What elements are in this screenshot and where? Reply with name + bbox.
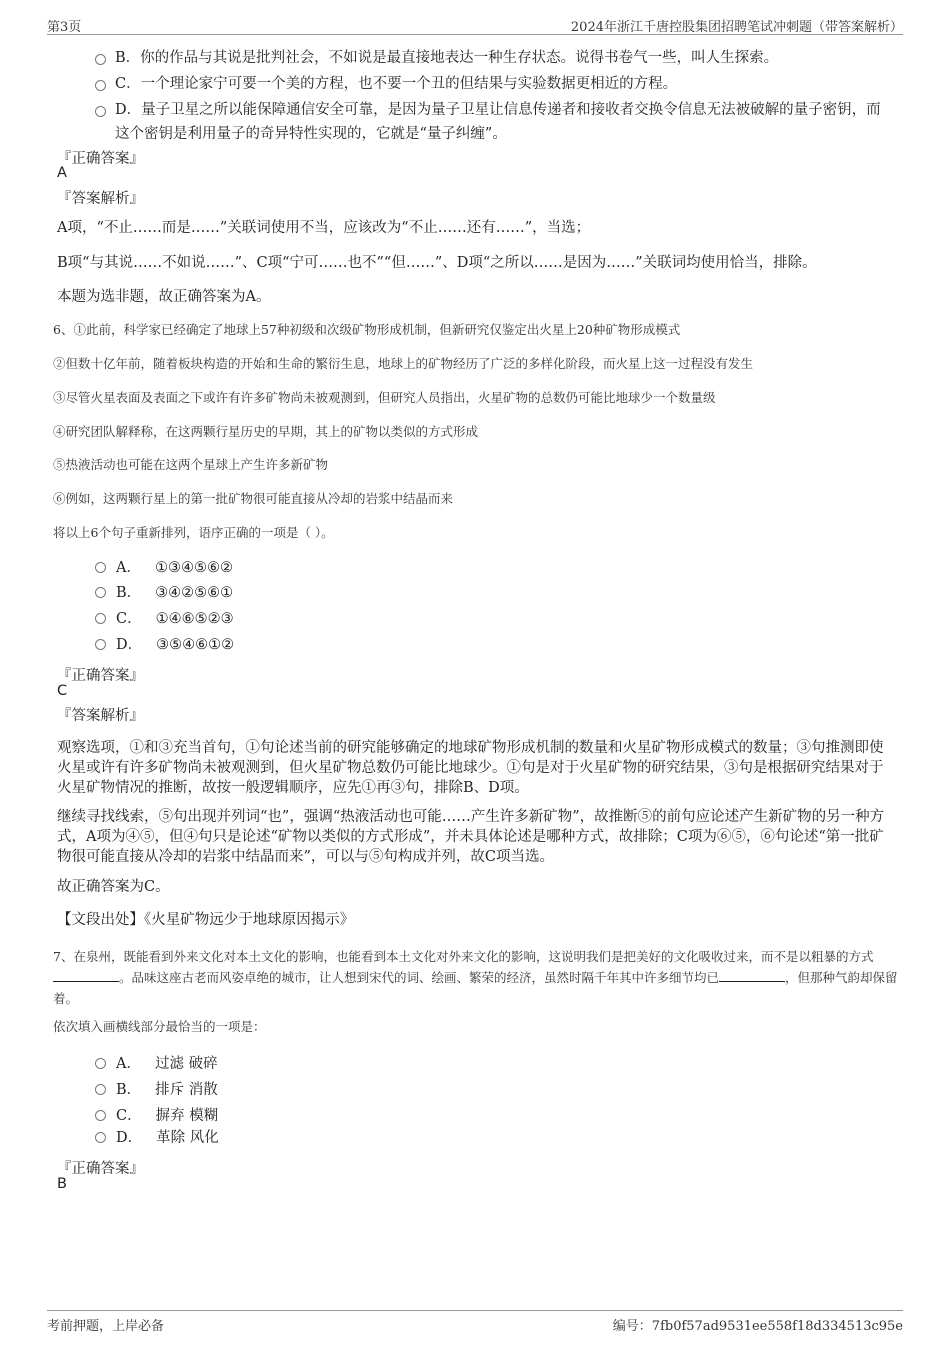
option-key: D． <box>116 637 143 653</box>
radio-icon[interactable] <box>95 587 106 598</box>
radio-icon[interactable] <box>95 613 106 624</box>
q7-option-a[interactable] <box>95 1052 218 1076</box>
option-key: A． <box>116 560 141 576</box>
q6-stem-3: ③尽管火星表面及表面之下或许有许多矿物尚未被观测到，但研究人员指出，火星矿物的总数仍可能比地球少一个数量级 <box>53 390 716 405</box>
q6-analysis-label: 『答案解析』 <box>57 708 144 724</box>
q5-answer: A <box>57 165 67 181</box>
document-id: 编号：7fb0f57ad9531ee558f18d334513c95e <box>612 1319 903 1334</box>
q5-option-b[interactable] <box>95 46 885 70</box>
q6-analysis-1: 观察选项，①和③充当首句，①句论述当前的研究能够确定的地球矿物形成机制的数量和火星矿物形成模式的数量；③句推测即使火星或许有许多矿物尚未被观测到，但火星矿物总数仍可能比地球少。①句是对于火星矿物的研究结果，③句是根据研究结果对于火星矿物情况的推断，故按一般逻辑顺序，应先①再③句，排除B、D项。 <box>57 740 884 796</box>
q7-stem-part3: ，但那种气韵却保留着。 <box>53 970 898 1006</box>
option-text: ①③④⑤⑥② <box>154 560 233 576</box>
q6-analysis-3: 故正确答案为C。 <box>57 879 170 895</box>
q6-option-b[interactable] <box>95 581 233 605</box>
q7-option-c[interactable] <box>95 1104 218 1128</box>
q7-stem <box>53 946 898 1009</box>
radio-icon[interactable] <box>95 639 106 650</box>
q6-answer: C <box>57 683 68 699</box>
radio-icon[interactable] <box>95 80 106 91</box>
radio-icon[interactable] <box>95 1058 106 1069</box>
document-title: 2024年浙江千唐控股集团招聘笔试冲刺题（带答案解析） <box>570 20 903 35</box>
q6-answer-label: 『正确答案』 <box>57 668 144 684</box>
option-key: B． <box>116 1082 142 1098</box>
option-text: ③⑤④⑥①② <box>156 637 235 653</box>
q6-stem-4: ④研究团队解释称，在这两颗行星历史的早期，其上的矿物以类似的方式形成 <box>53 424 479 439</box>
option-text: ①④⑥⑤②③ <box>155 611 234 627</box>
q6-stem-6: ⑥例如，这两颗行星上的第一批矿物很可能直接从冷却的岩浆中结晶而来 <box>53 491 454 506</box>
q7-stem-part1: 7、在泉州，既能看到外来文化对本土文化的影响，也能看到本土文化对外来文化的影响，这说明我们是把美好的文化吸收过来，而不是以粗暴的方式 <box>53 949 874 964</box>
q5-analysis-2: B项“与其说……不如说……”、C项“宁可……也不”“但……”、D项“之所以……是因为……”关联词均使用恰当，排除。 <box>57 255 817 271</box>
radio-icon[interactable] <box>95 106 106 117</box>
option-text: 排斥 消散 <box>155 1082 218 1098</box>
q6-analysis-2: 继续寻找线索，⑤句出现并列词“也”，强调“热液活动也可能……产生许多新矿物”，故推断⑤的前句应论述产生新矿物的另一种方式，A项为④⑤，但④句只是论述“矿物以类似的方式形成”，并未具体论述是哪种方式，故排除；C项为⑥⑤，⑥句论述“第一批矿物很可能直接从冷却的岩浆中结晶而来”，可以与⑤句构成并列，故C项当选。 <box>57 809 885 865</box>
q7-answer: B <box>57 1176 67 1192</box>
option-text: 革除 风化 <box>156 1130 219 1146</box>
q6-option-c[interactable] <box>95 607 234 631</box>
option-key: D． <box>116 1130 143 1146</box>
option-key: A． <box>116 1056 141 1072</box>
q6-stem-2: ②但数十亿年前，随着板块构造的开始和生命的繁衍生息，地球上的矿物经历了广泛的多样化阶段，而火星上这一过程没有发生 <box>53 356 754 371</box>
q5-analysis-label: 『答案解析』 <box>57 191 144 207</box>
q5-option-d[interactable] <box>95 98 895 146</box>
option-key: C． <box>116 611 142 627</box>
radio-icon[interactable] <box>95 54 106 65</box>
q6-source: 【文段出处】《火星矿物远少于地球原因揭示》 <box>57 912 355 928</box>
q6-stem-1: 6、①此前，科学家已经确定了地球上57种初级和次级矿物形成机制，但新研究仅鉴定出火星上20种矿物形成模式 <box>53 322 681 337</box>
option-text: 过滤 破碎 <box>154 1056 218 1072</box>
page-number: 第3页 <box>47 20 82 35</box>
option-text: D．量子卫星之所以能保障通信安全可靠，是因为量子卫星让信息传递者和接收者交换令信息无法被破解的量子密钥，而这个密钥是利用量子的奇异特性实现的，它就是“量子纠缠”。 <box>115 102 881 142</box>
footer-slogan: 考前押题，上岸必备 <box>47 1319 165 1334</box>
q7-option-b[interactable] <box>95 1078 218 1102</box>
q6-option-a[interactable] <box>95 556 233 580</box>
blank-1 <box>53 969 119 982</box>
q6-prompt: 将以上6个句子重新排列，语序正确的一项是（ ）。 <box>53 525 334 540</box>
option-text: ③④②⑤⑥① <box>155 585 234 601</box>
radio-icon[interactable] <box>95 562 106 573</box>
radio-icon[interactable] <box>95 1084 106 1095</box>
option-text: B．你的作品与其说是批判社会，不如说是最直接地表达一种生存状态。说得书卷气一些，叫人生探索。 <box>115 50 779 66</box>
q5-answer-label: 『正确答案』 <box>57 151 144 167</box>
option-text: C．一个理论家宁可要一个美的方程，也不要一个丑的但结果与实验数据更相近的方程。 <box>115 76 678 92</box>
radio-icon[interactable] <box>95 1110 106 1121</box>
q6-option-d[interactable] <box>95 633 234 657</box>
q7-option-d[interactable] <box>95 1126 219 1150</box>
q7-stem-part2: 。品味这座古老而风姿卓绝的城市，让人想到宋代的词、绘画、繁荣的经济，虽然时隔千年其中许多细节均已 <box>119 970 720 985</box>
q7-answer-label: 『正确答案』 <box>57 1161 144 1177</box>
q6-stem-5: ⑤热液活动也可能在这两个星球上产生许多新矿物 <box>53 457 329 472</box>
page-header <box>47 14 903 35</box>
page-footer <box>47 1310 903 1334</box>
q5-analysis-3: 本题为选非题，故正确答案为A。 <box>57 289 271 305</box>
q7-prompt: 依次填入画横线部分最恰当的一项是： <box>53 1019 266 1034</box>
blank-2 <box>719 969 785 982</box>
radio-icon[interactable] <box>95 1132 106 1143</box>
q5-option-c[interactable] <box>95 72 885 96</box>
option-key: C． <box>116 1108 142 1124</box>
option-key: B． <box>116 585 142 601</box>
q5-analysis-1: A项，“不止……而是……”关联词使用不当，应该改为“不止……还有……”，当选； <box>57 220 591 236</box>
option-text: 摒弃 模糊 <box>155 1108 219 1124</box>
